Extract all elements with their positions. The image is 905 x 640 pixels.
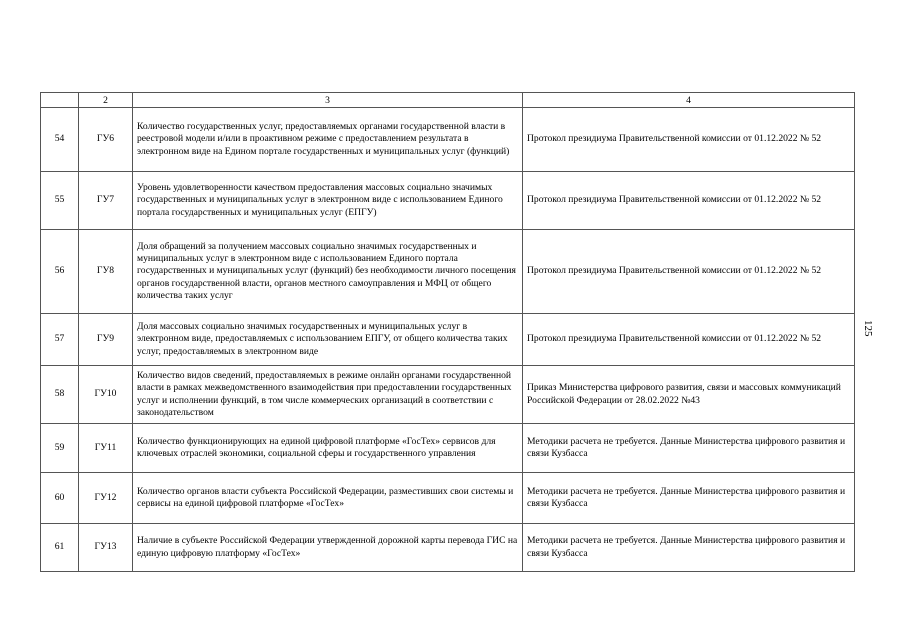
indicator-code: ГУ13 [79,524,133,572]
row-number: 55 [41,172,79,230]
row-number: 56 [41,230,79,314]
indicator-description: Количество видов сведений, предоставляемых в режиме онлайн органами государственной власти в рамках межведомственного взаимодействия при предоставлении государственных услуг и исполнении функций, в том числе коммерческих организаций в соответствии с законодательством [133,366,523,424]
indicator-description: Количество органов власти субъекта Российской Федерации, разместивших свои системы и сервисы на единой цифровой платформе «ГосТех» [133,473,523,524]
row-number: 61 [41,524,79,572]
row-number: 54 [41,108,79,172]
table-row [41,230,855,314]
page-number: 125 [862,320,874,337]
header-col-2: 2 [79,93,133,108]
indicator-source: Методики расчета не требуется. Данные Министерства цифрового развития и связи Кузбасса [523,424,855,473]
indicator-description: Наличие в субъекте Российской Федерации утвержденной дорожной карты перевода ГИС на единую цифровую платформу «ГосТех» [133,524,523,572]
table-row [41,172,855,230]
indicator-code: ГУ12 [79,473,133,524]
header-col-1 [41,93,79,108]
indicator-description: Уровень удовлетворенности качеством предоставления массовых социально значимых государственных и муниципальных услуг в электронном виде с использованием Единого портала государственных и муниципальных услуг (ЕПГУ) [133,172,523,230]
indicator-source: Протокол президиума Правительственной комиссии от 01.12.2022 № 52 [523,230,855,314]
header-col-3: 3 [133,93,523,108]
table-row [41,108,855,172]
table-header-row [41,93,855,108]
indicator-source: Протокол президиума Правительственной комиссии от 01.12.2022 № 52 [523,172,855,230]
indicator-source: Методики расчета не требуется. Данные Министерства цифрового развития и связи Кузбасса [523,473,855,524]
table-row [41,366,855,424]
row-number: 59 [41,424,79,473]
row-number: 58 [41,366,79,424]
indicator-code: ГУ7 [79,172,133,230]
header-col-4: 4 [523,93,855,108]
indicator-code: ГУ8 [79,230,133,314]
table-row [41,314,855,366]
row-number: 57 [41,314,79,366]
indicator-code: ГУ10 [79,366,133,424]
row-number: 60 [41,473,79,524]
indicator-description: Доля массовых социально значимых государственных и муниципальных услуг в электронном виде, предоставляемых с использованием ЕПГУ, от общего количества таких услуг, предоставляемых в электронном виде [133,314,523,366]
indicator-source: Методики расчета не требуется. Данные Министерства цифрового развития и связи Кузбасса [523,524,855,572]
indicators-table [40,92,855,572]
table-row [41,473,855,524]
table-row [41,524,855,572]
indicator-description: Доля обращений за получением массовых социально значимых государственных и муниципальных услуг в электронном виде с использованием Единого портала государственных и муниципальных услуг (функций) без необходимости личного посещения органов государственной власти, органов местного самоуправления и МФЦ от общего количества таких услуг [133,230,523,314]
indicator-source: Протокол президиума Правительственной комиссии от 01.12.2022 № 52 [523,108,855,172]
indicator-source: Приказ Министерства цифрового развития, связи и массовых коммуникаций Российской Федерации от 28.02.2022 №43 [523,366,855,424]
table-row [41,424,855,473]
indicator-code: ГУ6 [79,108,133,172]
indicator-code: ГУ9 [79,314,133,366]
indicator-code: ГУ11 [79,424,133,473]
indicator-description: Количество государственных услуг, предоставляемых органами государственной власти в реестровой модели и/или в проактивном режиме с предоставлением результата в электронном виде на Едином портале государственных и муниципальных услуг (функций) [133,108,523,172]
indicator-description: Количество функционирующих на единой цифровой платформе «ГосТех» сервисов для ключевых отраслей экономики, социальной сферы и государственного управления [133,424,523,473]
indicator-source: Протокол президиума Правительственной комиссии от 01.12.2022 № 52 [523,314,855,366]
